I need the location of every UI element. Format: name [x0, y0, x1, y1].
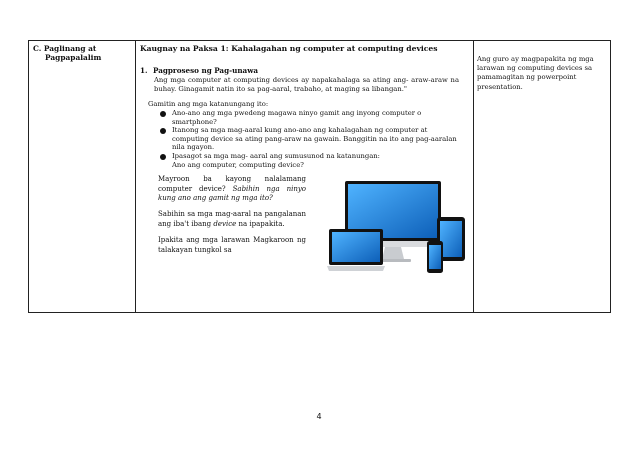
notes-cell [474, 41, 611, 313]
text-italic: Sabihin nga ninyo kung ano ang gamit ng mga ito? [158, 184, 307, 202]
list-item-text: Ipasagot sa mga mag- aaral ang sumusunod na katanungan: [172, 151, 380, 160]
section-title-text: Pagproseso ng Pag-unawa [153, 66, 259, 75]
discussion-paragraph-3 [158, 236, 306, 255]
topic-heading: Kaugnay na Paksa 1: Kahalagahan ng computer at computing devices [140, 44, 438, 53]
text-italic: device [213, 219, 237, 228]
section-number: 1. [140, 66, 148, 75]
bullet-icon [160, 111, 166, 117]
lesson-table [28, 40, 611, 313]
discussion-paragraph-2 [158, 210, 306, 229]
discussion-paragraph-1 [158, 175, 306, 203]
list-item-text: Ano ang computer, computing device? [172, 160, 304, 169]
discussion-block [136, 175, 473, 285]
list-item-text: smartphone? [172, 117, 217, 126]
list-item [160, 109, 465, 126]
list-item-text: Ano-ano ang mga pwedeng magawa ninyo gamit ang inyong computer o [172, 109, 422, 117]
stage-label-line2: Pagpapalalim [45, 53, 102, 62]
teacher-note: Ang guro ay magpapakita ng mga larawan ng computing devices sa pamamagitan ng powerpoint presentation. [477, 55, 594, 91]
stage-label-line1: C. Paglinang at [33, 44, 97, 53]
questions-list [136, 109, 473, 169]
stage-label [29, 41, 135, 62]
discussion-text [158, 175, 306, 262]
content-cell [136, 41, 474, 313]
computing-devices-illustration [327, 179, 467, 279]
list-item [160, 126, 465, 152]
bullet-icon [160, 128, 166, 134]
bullet-icon [160, 154, 166, 160]
section-paragraph: Ang mga computer at computing devices ay napakahalaga sa ating ang- araw-araw na buhay. Ginagamit natin ito sa pag-aaral, trabaho, at maging sa libangan." [154, 76, 459, 93]
stage-cell [29, 41, 136, 313]
smartphone-icon [427, 241, 443, 273]
list-item-text: Itanong sa mga mag-aaral kung ano-ano ang kahalagahan ng computer at [172, 126, 428, 135]
list-item-text: computing device sa ating pang-araw na gawain. Banggitin na ito ang pag-aaralan nila ngayon. [172, 134, 457, 152]
list-item [160, 152, 465, 169]
text-normal: Sabihin sa mga mag-aaral na pangalanan ang iba't ibang [158, 210, 306, 228]
page-number: 4 [316, 412, 322, 421]
questions-intro: Gamitin ang mga katanungang ito: [148, 100, 269, 108]
text-normal: na ipapakita. [238, 219, 285, 228]
text-normal: Ipakita ang mga larawan Magkaroon ng talakayan tungkol sa [158, 236, 306, 254]
text-normal: Mayroon ba kayong nalalamang computer device? [158, 175, 306, 193]
section-title [140, 66, 473, 75]
laptop-icon [327, 229, 385, 271]
